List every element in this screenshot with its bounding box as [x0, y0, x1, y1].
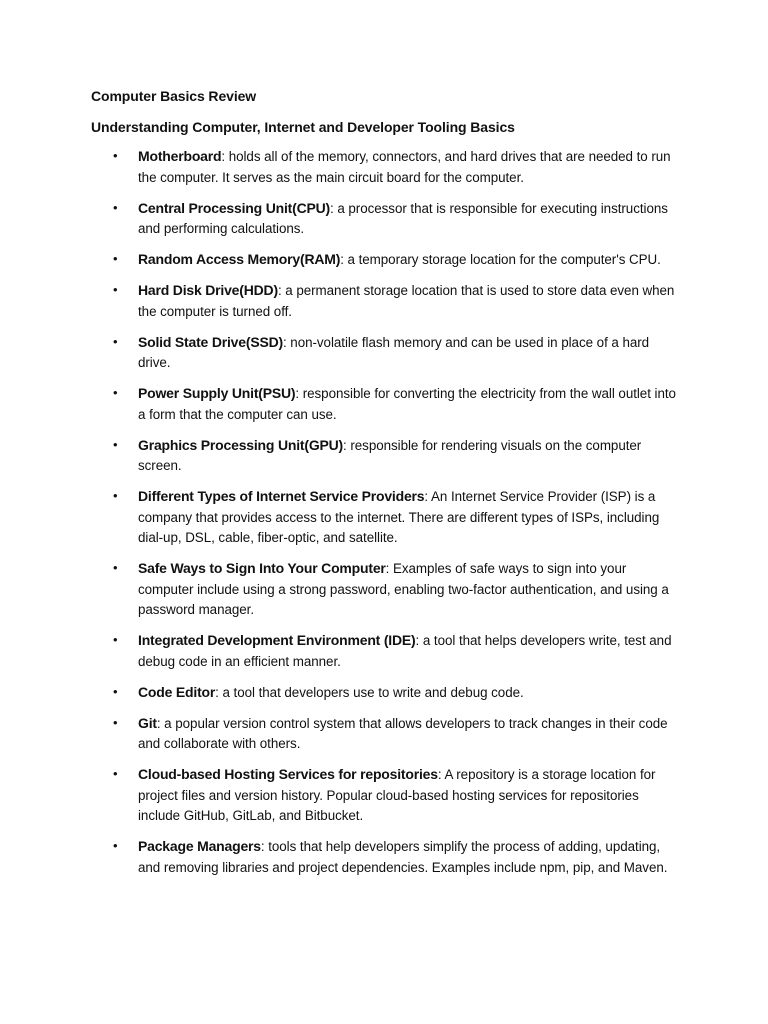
term-label: Integrated Development Environment (IDE) [138, 632, 416, 648]
bullet-icon: • [113, 282, 118, 297]
list-item-motherboard [91, 146, 681, 188]
term-definition: : holds all of the memory, connectors, and hard drives that are needed to run the computer. It serves as the main circuit board for the computer. [138, 149, 671, 185]
term-label: Power Supply Unit(PSU) [138, 385, 296, 401]
list-item-ram [91, 249, 681, 271]
list-item-psu [91, 383, 681, 425]
list-item-code-editor [91, 682, 681, 704]
term-label: Random Access Memory(RAM) [138, 251, 341, 267]
term-definition: : a processor that is responsible for executing instructions and performing calculations. [138, 200, 668, 236]
term-definition: : a temporary storage location for the computer's CPU. [340, 252, 661, 267]
bullet-icon: • [113, 714, 118, 730]
term-label: Git [138, 714, 157, 731]
list-item-cloud-hosting [91, 764, 681, 827]
bullet-icon: • [113, 333, 118, 349]
term-definition: : a tool that helps developers write, test and debug code in an efficient manner. [138, 633, 672, 669]
term-label: Different Types of Internet Service Providers [138, 488, 425, 504]
list-item-hdd [91, 280, 681, 322]
bullet-icon: • [113, 436, 118, 452]
bullet-icon: • [113, 632, 118, 647]
list-item-ide [91, 630, 681, 672]
term-definition: : non-volatile flash memory and can be used in place of a hard drive. [138, 334, 650, 370]
bullet-icon: • [113, 385, 118, 400]
term-definition: : a tool that developers use to write and debug code. [215, 684, 524, 700]
term-definition: : a permanent storage location that is used to store data even when the computer is turned off. [138, 283, 675, 319]
term-label: Code Editor [138, 683, 216, 700]
term-label: Motherboard [138, 148, 222, 164]
term-definition: : responsible for converting the electricity from the wall outlet into a form that the computer can use. [138, 386, 676, 422]
document-title: Computer Basics Review [91, 88, 257, 104]
term-definition: : a popular version control system that allows developers to track changes in their code and collaborate with others. [138, 715, 668, 751]
list-item-cpu [91, 198, 681, 240]
bullet-icon: • [113, 766, 118, 781]
list-item-sign-in [91, 558, 681, 621]
term-label: Safe Ways to Sign Into Your Computer [138, 560, 386, 576]
bullet-icon: • [113, 488, 118, 503]
bullet-icon: • [113, 560, 118, 575]
term-label: Package Managers [138, 838, 261, 854]
list-item-git [91, 713, 681, 755]
document-page [91, 86, 681, 888]
bullet-icon: • [113, 251, 118, 266]
list-item-gpu [91, 435, 681, 477]
bullet-icon: • [113, 683, 118, 699]
term-label: Cloud-based Hosting Services for repositories [138, 766, 438, 782]
term-label: Solid State Drive(SSD) [138, 333, 283, 350]
bullet-icon: • [113, 148, 118, 163]
bullet-icon: • [113, 199, 118, 215]
term-definition: : responsible for rendering visuals on the computer screen. [138, 437, 642, 473]
list-item-isp [91, 486, 681, 549]
term-definition: : Examples of safe ways to sign into your computer include using a strong password, enabling two-factor authentication, and using a password manager. [138, 561, 669, 617]
term-label: Hard Disk Drive(HDD) [138, 282, 278, 298]
terms-list [91, 146, 681, 878]
list-item-package-managers [91, 836, 681, 878]
list-item-ssd [91, 332, 681, 374]
term-definition: : tools that help developers simplify the process of adding, updating, and removing libraries and project dependencies. Examples include npm, pip, and Maven. [138, 839, 668, 875]
term-label: Graphics Processing Unit(GPU) [138, 436, 344, 453]
term-definition: : A repository is a storage location for project files and version history. Popular cloud-based hosting services for repositories include GitHub, GitLab, and Bitbucket. [138, 767, 656, 823]
bullet-icon: • [113, 838, 118, 853]
term-label: Central Processing Unit(CPU) [138, 199, 330, 216]
document-subtitle: Understanding Computer, Internet and Developer Tooling Basics [91, 119, 515, 135]
term-definition: : An Internet Service Provider (ISP) is a company that provides access to the internet. There are different types of ISPs, including dial-up, DSL, cable, fiber-optic, and satellite. [138, 489, 660, 545]
